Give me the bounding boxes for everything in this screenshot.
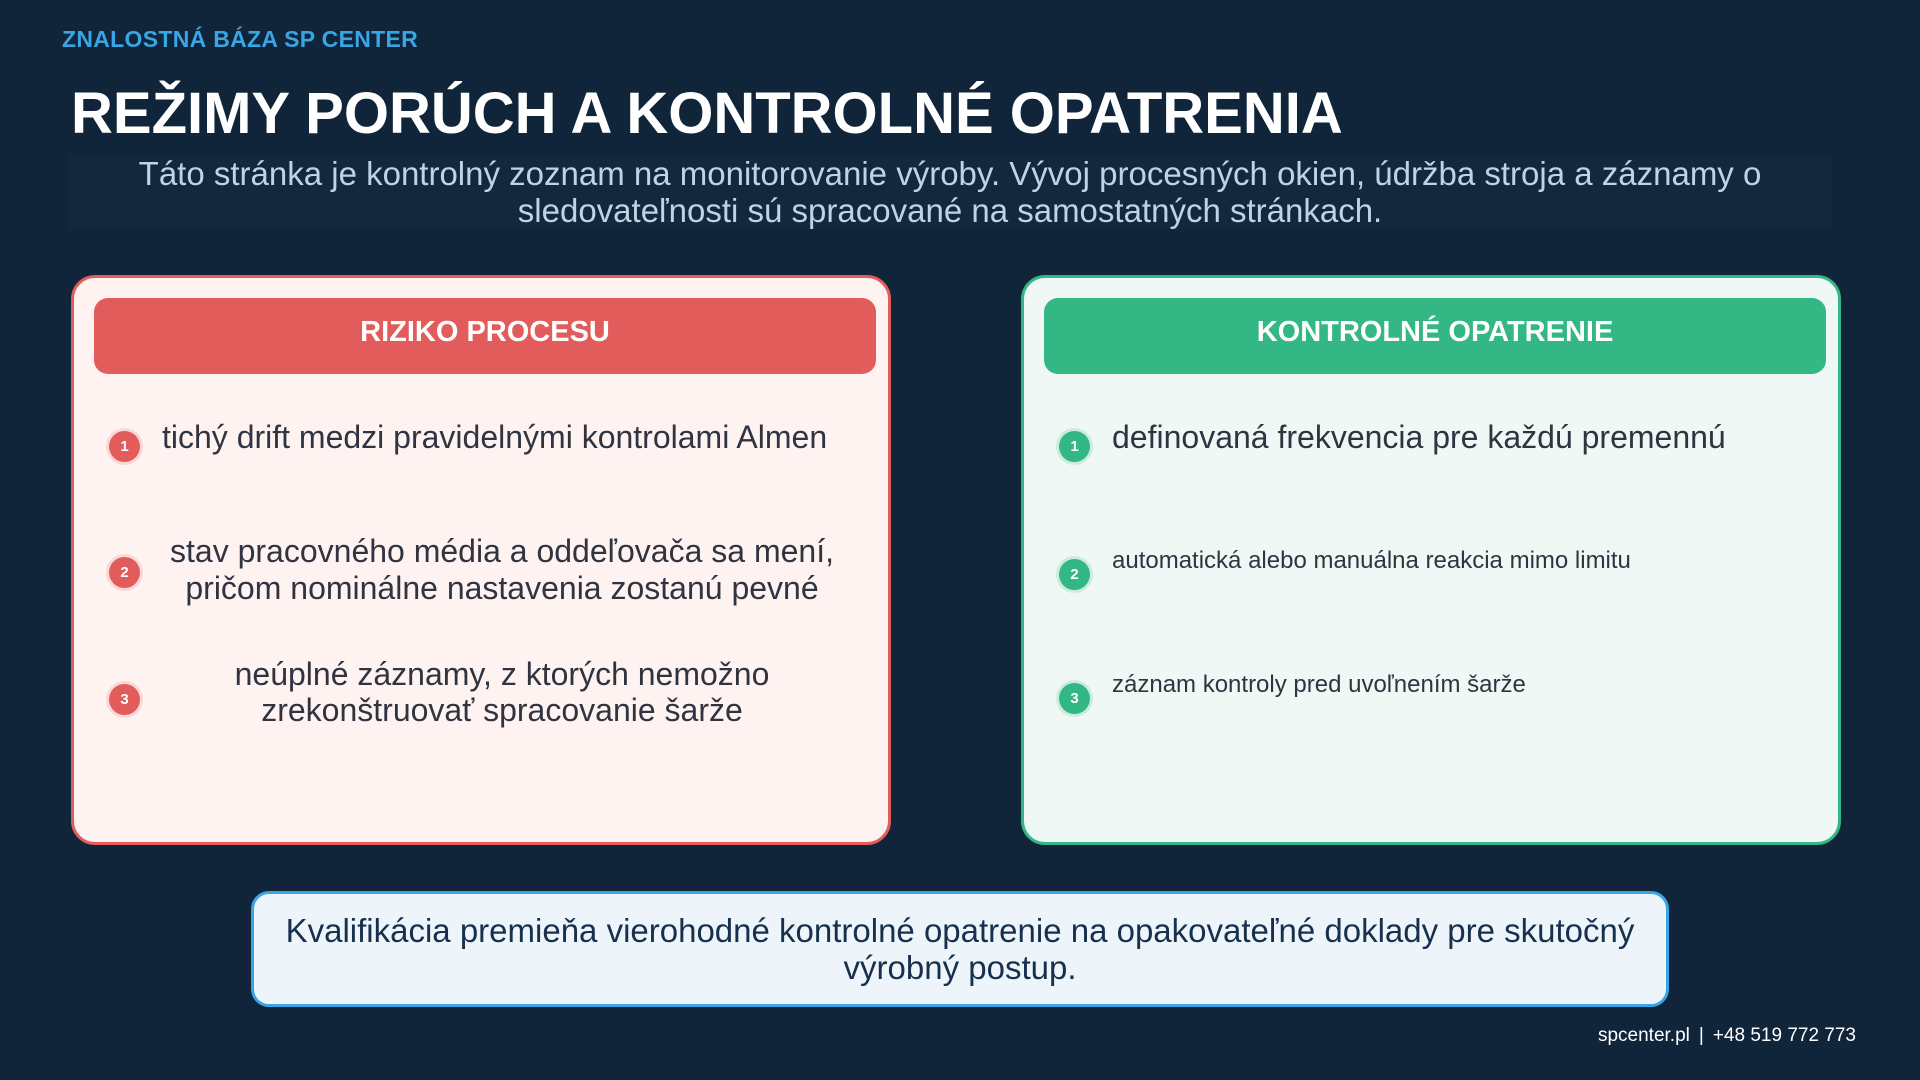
- risk-item-text: tichý drift medzi pravidelnými kontrolami Almen: [162, 419, 828, 455]
- qualification-note-text: Kvalifikácia premieňa vierohodné kontrolné opatrenie na opakovateľné doklady pre skutočný výrobný postup.: [285, 912, 1635, 986]
- qualification-note: [251, 891, 1669, 1007]
- control-item-text: automatická alebo manuálna reakcia mimo limitu: [1112, 547, 1631, 574]
- number-badge: 1: [1059, 431, 1090, 462]
- footer-separator: |: [1698, 1025, 1704, 1046]
- page-title: REŽIMY PORÚCH A KONTROLNÉ OPATRENIA: [71, 81, 1343, 146]
- page-subtitle: Táto stránka je kontrolný zoznam na monitorovanie výroby. Vývoj procesných okien, údržba stroja a záznamy o sledovateľnosti sú spracované na samostatných stránkach.: [138, 155, 1762, 229]
- knowledge-base-label: ZNALOSTNÁ BÁZA SP CENTER: [62, 26, 419, 52]
- control-item-text: definovaná frekvencia pre každú premennú: [1112, 419, 1726, 455]
- number-badge: 2: [1059, 559, 1090, 590]
- footer-contact: [1598, 1025, 1856, 1047]
- control-panel-heading: KONTROLNÉ OPATRENIE: [1044, 298, 1826, 374]
- risk-panel-heading: RIZIKO PROCESU: [94, 298, 876, 374]
- control-panel: [1021, 275, 1841, 845]
- number-badge: 3: [109, 684, 140, 715]
- risk-item-text: neúplné záznamy, z ktorých nemožno zrekonštruovať spracovanie šarže: [234, 656, 770, 728]
- number-badge: 3: [1059, 683, 1090, 714]
- footer-phone: +48 519 772 773: [1712, 1025, 1856, 1046]
- risk-panel: [71, 275, 891, 845]
- control-item-text: záznam kontroly pred uvoľnením šarže: [1112, 671, 1526, 698]
- number-badge: 1: [109, 431, 140, 462]
- number-badge: 2: [109, 557, 140, 588]
- risk-item-text: stav pracovného média a oddeľovača sa mení, pričom nominálne nastavenia zostanú pevné: [170, 533, 834, 606]
- footer-website: spcenter.pl: [1597, 1025, 1690, 1046]
